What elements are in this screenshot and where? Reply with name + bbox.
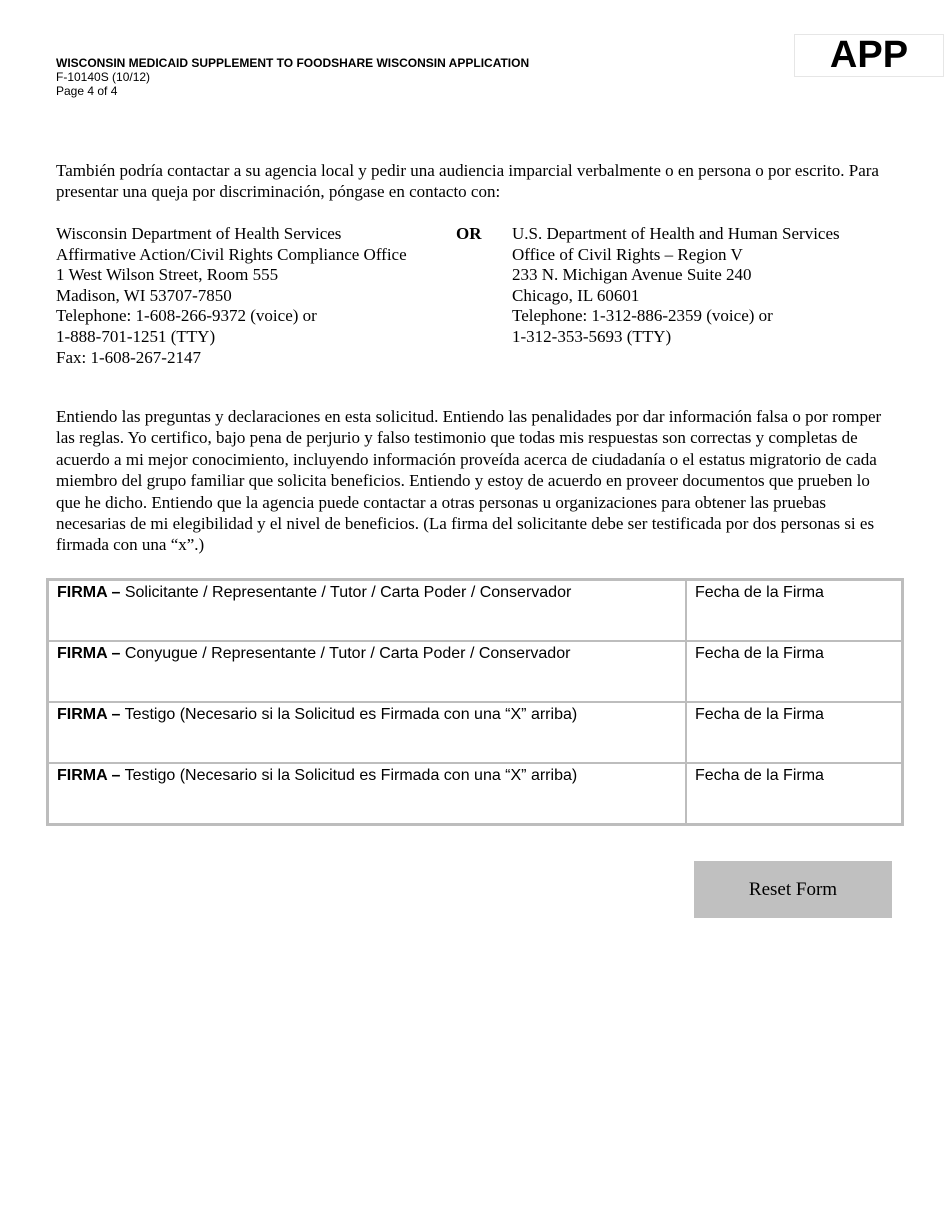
signature-row [48, 580, 903, 642]
signature-date-field[interactable] [686, 580, 903, 642]
contact-right-line: Chicago, IL 60601 [512, 285, 640, 305]
app-label-box: APP [794, 34, 944, 77]
page-indicator: Page 4 of 4 [56, 84, 118, 98]
form-number: F-10140S (10/12) [56, 70, 151, 84]
signature-row [48, 702, 903, 763]
signature-field-witness-2[interactable] [48, 763, 687, 825]
date-label: Fecha de la Firma [695, 645, 824, 662]
contact-right-line: 1-312-353-5693 (TTY) [512, 326, 672, 346]
signature-label: Solicitante / Representante / Tutor / Carta Poder / Conservador [120, 584, 572, 601]
signature-date-field[interactable] [686, 763, 903, 825]
signature-label: Testigo (Necesario si la Solicitud es Firmada con una “X” arriba) [120, 767, 578, 784]
date-label: Fecha de la Firma [695, 584, 824, 601]
signature-table [46, 578, 904, 826]
intro-paragraph: También podría contactar a su agencia local y pedir una audiencia imparcial verbalmente o en persona o por escrito. Para presentar una queja por discriminación, póngase en contacto con: [56, 161, 879, 201]
signature-field-spouse[interactable] [48, 641, 687, 702]
signature-label: Conyugue / Representante / Tutor / Carta Poder / Conservador [120, 645, 571, 662]
contact-left [56, 224, 407, 368]
contact-left-line: Fax: 1-608-267-2147 [56, 347, 201, 367]
contact-right-line: U.S. Department of Health and Human Services [512, 224, 840, 243]
contact-left-line: Wisconsin Department of Health Services [56, 224, 342, 243]
form-title: WISCONSIN MEDICAID SUPPLEMENT TO FOODSHARE WISCONSIN APPLICATION [56, 56, 530, 70]
date-label: Fecha de la Firma [695, 706, 824, 723]
signature-label: Testigo (Necesario si la Solicitud es Firmada con una “X” arriba) [120, 706, 578, 723]
signature-bold-label: FIRMA – [57, 767, 121, 784]
or-label: OR [456, 224, 482, 243]
form-header [56, 56, 529, 98]
certification-paragraph: Entiendo las preguntas y declaraciones en esta solicitud. Entiendo las penalidades por dar información falsa o por romper las reglas. Yo certifico, bajo pena de perjurio y falso testimonio que todas mis respuestas son correctas y completas de acuerdo a mi mejor conocimiento, incluyendo información proveída acerca de ciudadanía o el estatus migratorio de cada miembro del grupo familiar que solicita beneficios. Entiendo y estoy de acuerdo en proveer documentos que prueben lo que he dicho. Entiendo que la agencia puede contactar a otras personas u organizaciones para obtener las pruebas necesarias de mi elegibilidad y el nivel de beneficios. (La firma del solicitante debe ser testificada por dos personas si es firmada con una “x”.) [56, 407, 882, 555]
signature-date-field[interactable] [686, 641, 903, 702]
signature-bold-label: FIRMA – [57, 645, 121, 662]
signature-date-field[interactable] [686, 702, 903, 763]
contact-left-line: 1 West Wilson Street, Room 555 [56, 265, 279, 285]
signature-row [48, 641, 903, 702]
contact-right-line: Telephone: 1-312-886-2359 (voice) or [512, 306, 773, 326]
contact-right-line: Office of Civil Rights – Region V [512, 244, 743, 264]
contact-right-line: 233 N. Michigan Avenue Suite 240 [512, 265, 752, 285]
signature-bold-label: FIRMA – [57, 584, 121, 601]
reset-form-button[interactable]: Reset Form [694, 861, 892, 918]
signature-field-witness-1[interactable] [48, 702, 687, 763]
contact-left-line: 1-888-701-1251 (TTY) [56, 326, 216, 346]
signature-field-applicant[interactable] [48, 580, 687, 642]
contact-right [512, 224, 840, 348]
contact-left-line: Telephone: 1-608-266-9372 (voice) or [56, 306, 317, 326]
date-label: Fecha de la Firma [695, 767, 824, 784]
contact-left-line: Affirmative Action/Civil Rights Compliance Office [56, 244, 407, 264]
signature-bold-label: FIRMA – [57, 706, 121, 723]
contact-left-line: Madison, WI 53707-7850 [56, 285, 232, 305]
signature-row [48, 763, 903, 825]
